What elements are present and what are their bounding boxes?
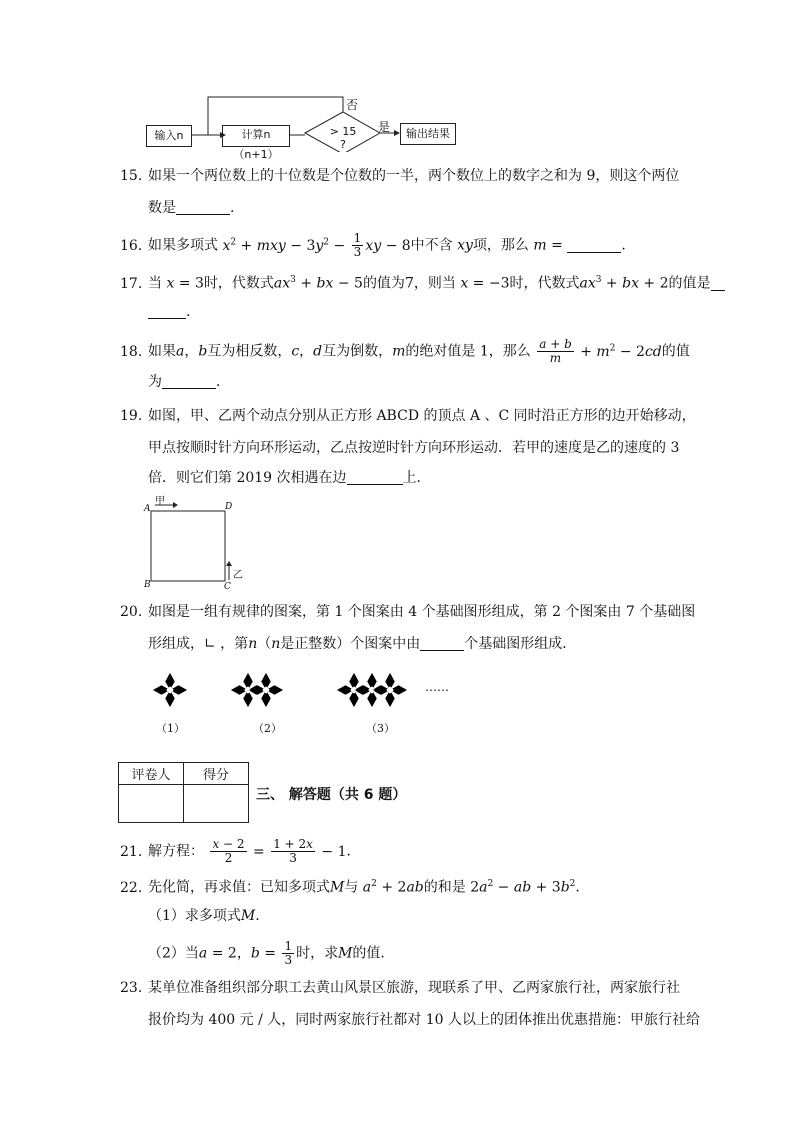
q19-line-3 xyxy=(148,468,431,488)
q17-text-a: 当 xyxy=(148,275,162,292)
question-18: 18. 如果a，b互为相反数，c，d互为倒数，m的绝对值是 1，那么 $\frac{a + b}{m}$ + $m^2 - 2cd$的值 xyxy=(120,337,690,366)
q22-sub2-text-c: 时，求 xyxy=(296,945,339,962)
pattern-label-1: （1） xyxy=(156,722,185,735)
question-number: 20. xyxy=(120,604,143,620)
question-number: 16. xyxy=(120,237,143,254)
answer-blank[interactable] xyxy=(420,636,464,651)
q22-period: . xyxy=(575,879,580,896)
question-21 xyxy=(120,838,351,865)
q19-text-3b: 上． xyxy=(402,470,431,486)
q22-sub2-text-d: 的值. xyxy=(352,945,385,962)
grader-header-2: 得分 xyxy=(184,763,249,785)
q20-text-2d: 个基础图形组成． xyxy=(464,636,577,652)
q18-expression: $\frac{a + b}{m}$ + $m^2 - 2cd$ xyxy=(539,337,662,366)
question-18-cont xyxy=(148,372,220,392)
q17-text-b: 时，代数式 xyxy=(203,275,274,292)
q22-sub1-text: （1）求多项式 xyxy=(148,908,241,924)
question-number: 15. xyxy=(120,168,143,184)
grader-cell-2[interactable] xyxy=(184,785,249,823)
grader-cell-1[interactable] xyxy=(119,785,184,823)
flow-yes-label: 是 xyxy=(378,120,391,134)
pattern-1 xyxy=(153,673,187,707)
q15-text-2: 数是 xyxy=(148,200,176,216)
q17-text-f: 的值是 xyxy=(668,275,711,292)
q17-text-c: 的值为 xyxy=(362,275,405,292)
flow-compute-box: 计算n（n+1） xyxy=(233,128,279,161)
question-number: 19. xyxy=(120,408,143,424)
question-number: 22. xyxy=(120,879,143,896)
flow-input-box: 输入n xyxy=(146,125,192,147)
q18-comma2: ， xyxy=(299,343,314,360)
flow-no-label: 否 xyxy=(346,98,359,112)
question-17-cont xyxy=(148,302,190,322)
q18-text-f: 的绝对值是 1，那么 xyxy=(405,343,531,360)
jia-label: 甲 xyxy=(155,496,165,507)
q16-period: . xyxy=(621,237,626,254)
q22-sub2-text-a: （2）当 xyxy=(148,945,199,962)
q20-text-2a: 形组成，∟ ，第 xyxy=(148,636,249,652)
q19-text-3a: 倍．则它们第 2019 次相遇在边 xyxy=(148,470,347,486)
q18-text-g: 的值 xyxy=(661,343,690,360)
q18-text-a: 如果 xyxy=(148,343,176,360)
pattern-label-2: （2） xyxy=(253,722,282,735)
q22-text-a: 先化简，再求值：已知多项式 xyxy=(148,879,330,896)
q22-text-c: 的和是 xyxy=(423,879,466,896)
answer-blank[interactable] xyxy=(711,276,725,291)
q23-line-2: 报价均为 400 元 / 人，同时两家旅行社都对 10 人以上的团体推出优惠措施：甲旅行社给 xyxy=(148,1012,700,1028)
question-number: 17. xyxy=(120,275,143,292)
question-19 xyxy=(120,406,696,426)
pattern-figures xyxy=(140,668,460,714)
q16-text-c: 项，那么 xyxy=(472,237,529,254)
q16-xy: xy xyxy=(457,237,473,254)
q16-text-a: 如果多项式 xyxy=(148,237,218,254)
question-number: 18. xyxy=(120,343,143,360)
grader-table xyxy=(118,762,249,823)
vertex-a-label: A xyxy=(144,504,151,514)
answer-blank[interactable] xyxy=(347,470,403,485)
q23-text-1: 某单位准备组织部分职工去黄山风景区旅游，现联系了甲、乙两家旅行社，两家旅行社 xyxy=(148,980,680,996)
answer-blank[interactable] xyxy=(176,200,230,215)
question-23 xyxy=(120,978,680,998)
q22-sub-2: （2）当a = 2，b = $\frac{1}{3}$ 时，求M的值. xyxy=(148,939,385,967)
flow-condition-label: > 15 ? xyxy=(329,125,357,151)
flow-compute-frame xyxy=(222,125,290,161)
q17-text-e: 时，代数式 xyxy=(509,275,580,292)
vertex-c-label: C xyxy=(224,582,231,592)
q17-period: . xyxy=(186,304,191,320)
q17-text-d: ，则当 xyxy=(413,275,456,292)
q15-period: . xyxy=(230,200,235,216)
q18-text-e: 互为倒数， xyxy=(322,343,393,360)
answer-blank[interactable] xyxy=(162,374,216,389)
question-number: 21. xyxy=(120,843,143,860)
question-20 xyxy=(120,602,695,622)
q22-sub1-period: . xyxy=(255,908,260,924)
question-15-cont xyxy=(148,198,234,218)
q20-line-2: 形组成，∟ ，第n（n是正整数）个图案中由 个基础图形组成． xyxy=(148,636,577,652)
grader-header-1: 评卷人 xyxy=(119,763,184,785)
question-15 xyxy=(120,166,679,186)
question-number: 23. xyxy=(120,980,143,996)
pattern-label-3: （3） xyxy=(366,722,395,735)
square-figure xyxy=(140,494,243,594)
q16-text-b: 中不含 xyxy=(410,237,453,254)
answer-blank-cont[interactable] xyxy=(148,304,186,319)
pattern-3 xyxy=(337,673,407,707)
vertex-b-label: B xyxy=(144,580,151,590)
q18-comma: ， xyxy=(184,343,199,360)
question-16: 16. 如果多项式 $x^2$ + mxy − $3y^2$ − $\frac{1}{3}$ xy − 8中不含 xy项，那么 m = . xyxy=(120,231,626,260)
q18-text-h: 为 xyxy=(148,374,162,390)
answer-blank[interactable] xyxy=(567,238,621,253)
yi-label: 乙 xyxy=(233,570,243,581)
q18-text-c: 互为相反数， xyxy=(207,343,292,360)
q20-text-2c: 是正整数）个图案中由 xyxy=(280,636,421,652)
q19-line-2: 甲点按顺时针方向环形运动，乙点按逆时针方向环形运动．若甲的速度是乙的速度的 3 xyxy=(148,440,680,456)
flow-output-box: 输出结果 xyxy=(400,123,456,145)
q20-text-2b: （ xyxy=(257,636,272,652)
q21-period: . xyxy=(346,843,351,860)
q21-equation: $\frac{x - 2}{2}$ = $\frac{1 + 2x}{3}$ − 1 xyxy=(212,837,347,865)
q20-text-1: 如图是一组有规律的图案，第 1 个图案由 4 个基础图形组成，第 2 个图案由 7 个基础图 xyxy=(148,604,696,620)
q22-sub2-comma: ， xyxy=(236,945,251,962)
question-17: 17. 当 x = 3时，代数式$ax^3$ + bx − 5的值为7，则当 x = −3时，代数式$ax^3$ + bx + 2的值是 xyxy=(120,270,725,294)
q22-sub-1: （1）求多项式M. xyxy=(148,908,260,924)
q21-text-a: 解方程： xyxy=(148,843,204,860)
question-22: 22. 先化简，再求值：已知多项式M与 $a^2 + 2ab$的和是 $2a^2$ − ab + $3b^2$. xyxy=(120,879,580,896)
q15-text-1: 如果一个两位数上的十位数是个位数的一半，两个数位上的数字之和为 9，则这个两位 xyxy=(148,168,680,184)
pattern-2 xyxy=(231,673,283,707)
q19-text-1: 如图，甲、乙两个动点分别从正方形 ABCD 的顶点 A 、C 同时沿正方形的边开始移动， xyxy=(148,408,696,424)
section-title: 三、 解答题（共 6 题） xyxy=(256,787,407,803)
q16-polynomial: $x^2$ + mxy − $3y^2$ − $\frac{1}{3}$ xy − 8 xyxy=(222,231,411,260)
pattern-ellipsis: …… xyxy=(425,680,449,694)
q18-period: . xyxy=(216,374,221,390)
vertex-d-label: D xyxy=(225,502,233,512)
q22-text-b: 与 xyxy=(344,879,359,896)
